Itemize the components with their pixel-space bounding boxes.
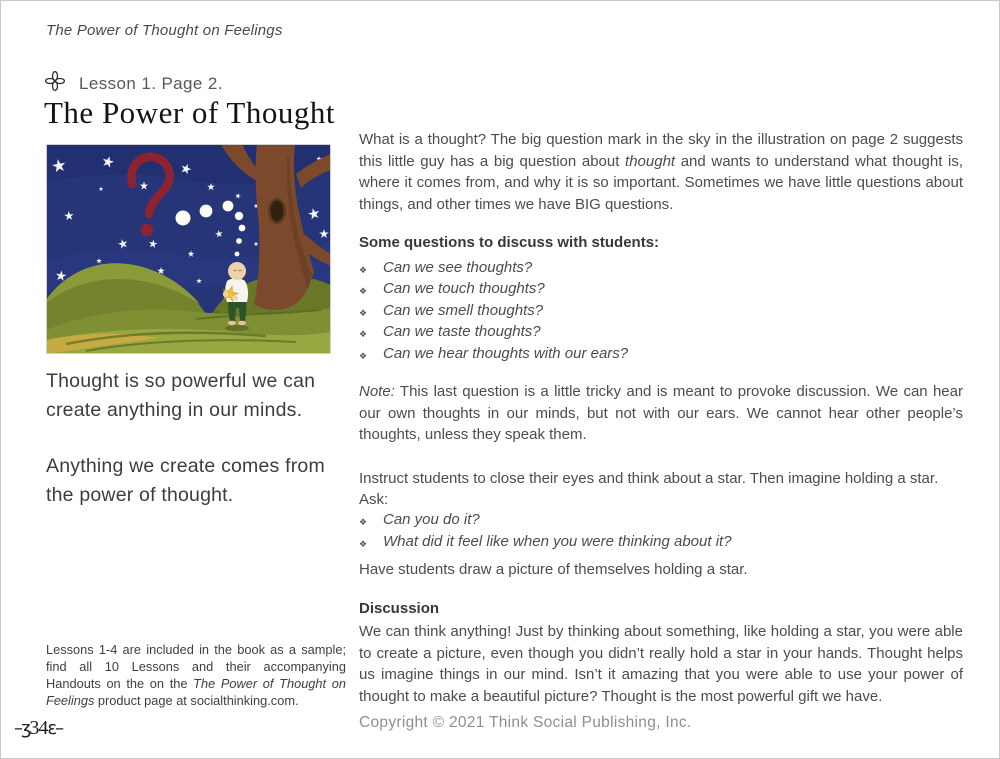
question-text: Can we hear thoughts with our ears?	[383, 344, 629, 362]
question-text: Can we taste thoughts?	[383, 323, 541, 341]
lesson-row	[45, 71, 223, 96]
bullet-icon: ❖	[359, 517, 368, 528]
instruct-paragraph: Instruct students to close their eyes and think about a star. Then imagine holding a star. Ask:	[359, 469, 939, 509]
list-item	[359, 345, 963, 367]
running-header: The Power of Thought on Feelings	[46, 22, 283, 39]
question-text: Can we see thoughts?	[383, 258, 533, 276]
footnote-book-title: The Power of Thought on Feelings	[46, 676, 346, 708]
ask-text: Can you do it?	[383, 510, 480, 528]
ask-text: What did it feel like when you were thinking about it?	[383, 532, 732, 550]
draw-paragraph: Have students draw a picture of themselves holding a star.	[359, 561, 748, 579]
quote-paragraph-2: Anything we create comes from the power of thought.	[46, 455, 325, 506]
discussion-heading: Discussion	[359, 599, 440, 617]
fleuron-icon	[45, 71, 65, 96]
quote-paragraph-1: Thought is so powerful we can create anything in our minds.	[46, 370, 316, 421]
bullet-icon: ❖	[359, 308, 368, 319]
page-number	[14, 717, 62, 740]
bullet-icon: ❖	[359, 287, 368, 298]
list-item	[359, 280, 963, 302]
discussion-paragraph: We can think anything! Just by thinking about something, like holding a star, you were able to create a picture, even though you didn’t really hold a star in your hands. Thought helps us imagine things in our mind. Isn’t it amazing that you were able to use your power of thought to make a beautiful picture? Thought is the most powerful gift we have.	[359, 623, 963, 705]
list-item	[359, 533, 963, 555]
copyright-line: Copyright © 2021 Think Social Publishing, Inc.	[359, 714, 692, 731]
list-item	[359, 323, 963, 345]
night-sky-illustration	[46, 144, 331, 354]
footnote-text-end: product page at socialthinking.com.	[94, 693, 299, 708]
note-paragraph	[359, 381, 963, 446]
list-item	[359, 259, 963, 281]
intro-emphasis: thought	[625, 152, 676, 170]
list-item	[359, 302, 963, 324]
bullet-icon: ❖	[359, 539, 368, 550]
question-text: Can we touch thoughts?	[383, 280, 545, 298]
intro-paragraph	[359, 129, 963, 215]
sample-footnote	[46, 641, 346, 709]
intro-text-end: and wants to understand what thought is, where it comes from, and why it is so important. Sometimes we have little questions about things, and other times we have BIG questions.	[359, 152, 963, 213]
footnote-text: Lessons 1-4 are included in the book as a sample; find all 10 Lessons and their accompanying Handouts on the on the	[46, 642, 346, 691]
discussion-questions-list	[359, 259, 963, 367]
note-label: Note:	[359, 383, 395, 401]
intro-text: What is a thought? The big question mark in the sky in the illustration on page 2 suggests this little guy has a big question about	[359, 131, 963, 170]
lesson-label: Lesson 1. Page 2.	[79, 73, 223, 93]
page-number-left-swirl: –ʒ	[14, 718, 30, 739]
page-title: The Power of Thought	[44, 95, 335, 130]
bullet-icon: ❖	[359, 265, 368, 276]
note-text: This last question is a little tricky and is meant to provoke discussion. We can hear our own thoughts in our minds, but not with our ears. We cannot hear other people’s thoughts, unless they speak them.	[359, 383, 963, 444]
bullet-icon: ❖	[359, 330, 368, 341]
list-item	[359, 511, 963, 533]
page-number-value: 34	[29, 717, 48, 739]
page-number-right-swirl: ɛ–	[47, 718, 63, 739]
bullet-icon: ❖	[359, 351, 368, 362]
question-text: Can we smell thoughts?	[383, 301, 544, 319]
questions-heading: Some questions to discuss with students:	[359, 234, 660, 251]
ask-questions-list	[359, 511, 963, 554]
lesson-body	[359, 129, 963, 707]
